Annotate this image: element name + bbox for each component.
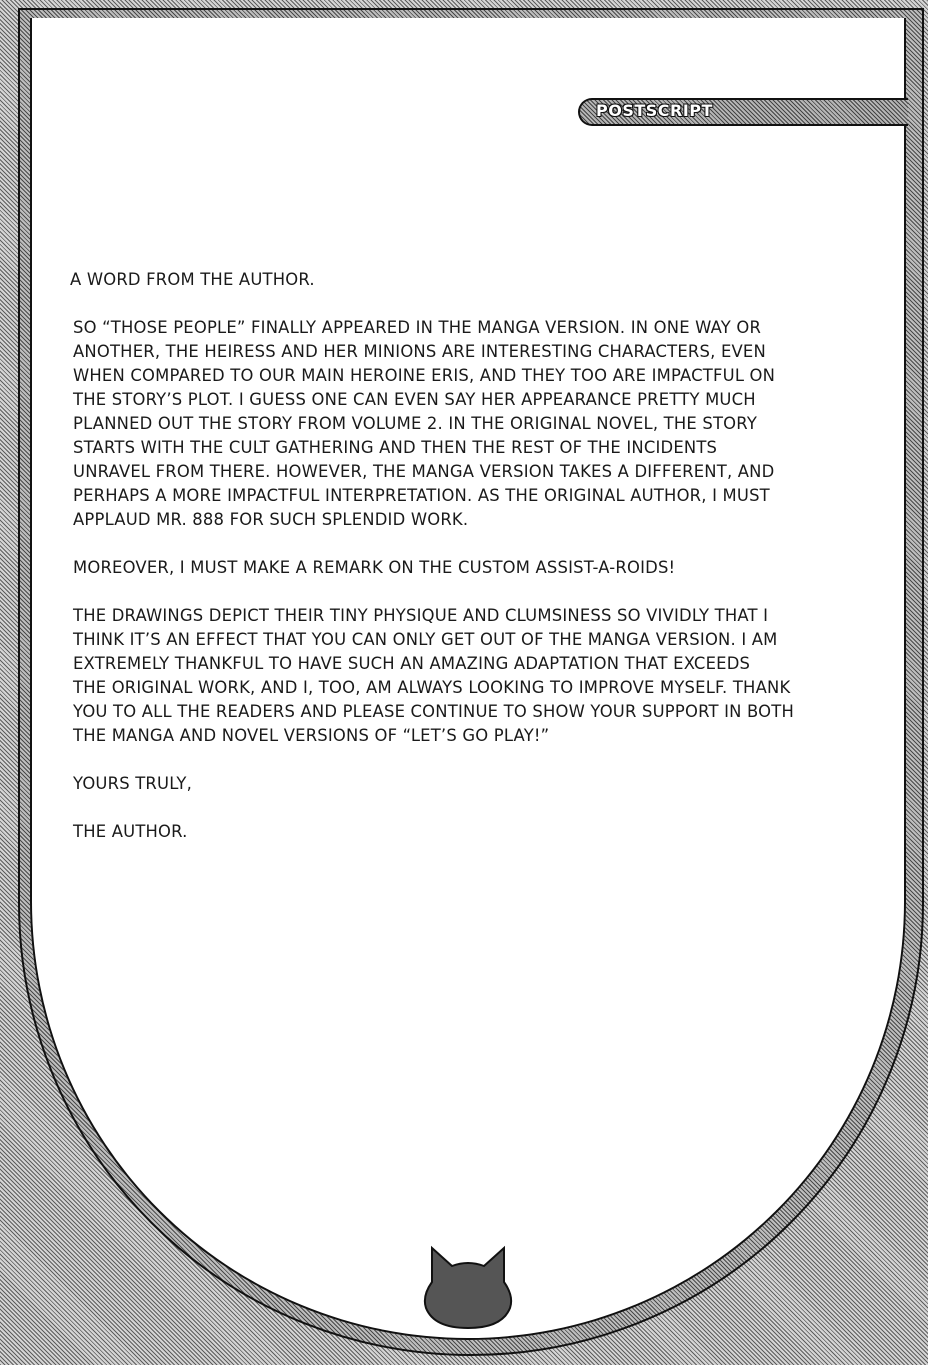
letter-paragraph-1: SO “THOSE PEOPLE” FINALLY APPEARED IN THE MANGA VERSION. IN ONE WAY OR ANOTHER, THE HEIRESS AND HER MINIONS ARE INTERESTING CHARACTERS, EVEN WHEN COMPARED TO OUR MAIN HEROINE ERIS, AND THEY TOO ARE IMPACTFUL ON THE STORY’S PLOT. I GUESS ONE CAN EVEN SAY HER APPEARANCE PRETTY MUCH PLANNED OUT THE STORY FROM VOLUME 2. IN THE ORIGINAL NOVEL, THE STORY STARTS WITH THE CULT GATHERING AND THEN THE REST OF THE INCIDENTS UNRAVEL FROM THERE. HOWEVER, THE MANGA VERSION TAKES A DIFFERENT, AND PERHAPS A MORE IMPACTFUL INTERPRETATION. AS THE ORIGINAL AUTHOR, I MUST APPLAUD MR. 888 FOR SUCH SPLENDID WORK. [73, 318, 776, 529]
postscript-tab [578, 98, 908, 126]
cat-head-icon [418, 1244, 518, 1330]
letter-signature: THE AUTHOR. [73, 822, 188, 841]
letter-paragraph-2: MOREOVER, I MUST MAKE A REMARK ON THE CUSTOM ASSIST-A-ROIDS! [73, 558, 676, 577]
letter-greeting: A WORD FROM THE AUTHOR. [70, 270, 315, 289]
letter-closing: YOURS TRULY, [73, 774, 192, 793]
author-letter [70, 268, 890, 868]
cat-head-shape [425, 1248, 511, 1328]
postscript-title: POSTSCRIPT [596, 101, 713, 120]
letter-paragraph-3: THE DRAWINGS DEPICT THEIR TINY PHYSIQUE AND CLUMSINESS SO VIVIDLY THAT I THINK IT’S AN EFFECT THAT YOU CAN ONLY GET OUT OF THE MANGA VERSION. I AM EXTREMELY THANKFUL TO HAVE SUCH AN AMAZING ADAPTATION THAT EXCEEDS THE ORIGINAL WORK, AND I, TOO, AM ALWAYS LOOKING TO IMPROVE MYSELF. THANK YOU TO ALL THE READERS AND PLEASE CONTINUE TO SHOW YOUR SUPPORT IN BOTH THE MANGA AND NOVEL VERSIONS OF “LET’S GO PLAY!” [73, 606, 794, 745]
